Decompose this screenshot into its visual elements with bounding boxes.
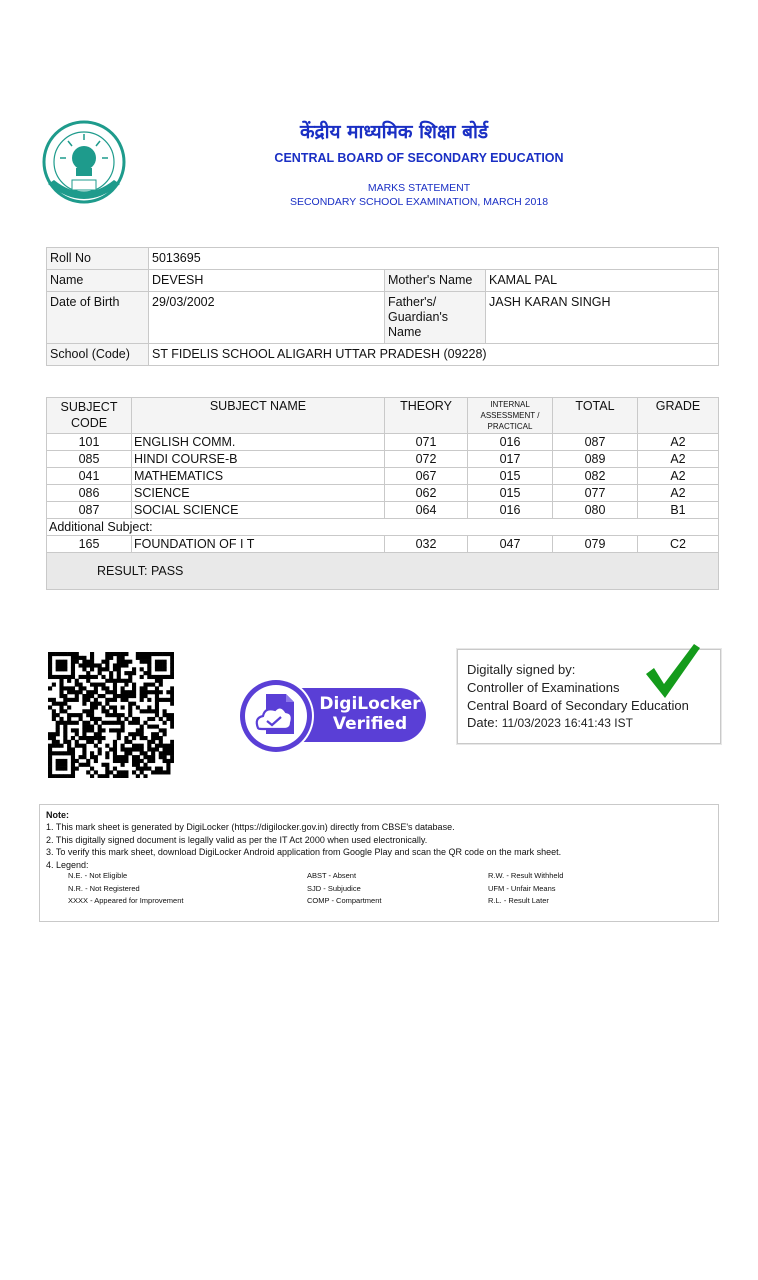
grade: B1	[638, 502, 719, 519]
subject-code: 041	[47, 468, 132, 485]
total-marks: 089	[553, 451, 638, 468]
father-name-label: Father's/ Guardian's Name	[385, 292, 486, 344]
total-marks: 077	[553, 485, 638, 502]
total-marks: 087	[553, 434, 638, 451]
internal-marks: 047	[468, 536, 553, 553]
name-value: DEVESH	[149, 270, 385, 292]
internal-marks: 017	[468, 451, 553, 468]
dob-value: 29/03/2002	[149, 292, 385, 344]
subject-name: HINDI COURSE-B	[132, 451, 385, 468]
name-label: Name	[47, 270, 149, 292]
student-info-table	[46, 247, 719, 366]
roll-no-value: 5013695	[149, 248, 719, 270]
marks-table	[46, 397, 719, 590]
subject-code: 165	[47, 536, 132, 553]
grade: C2	[638, 536, 719, 553]
table-row	[47, 485, 719, 502]
table-row	[47, 434, 719, 451]
signed-by-label: Digitally signed by:	[467, 662, 576, 677]
table-row	[47, 451, 719, 468]
additional-subject-label: Additional Subject:	[47, 519, 719, 536]
grade: A2	[638, 485, 719, 502]
digilocker-title: DigiLocker	[319, 694, 421, 714]
school-value: ST FIDELIS SCHOOL ALIGARH UTTAR PRADESH (09228)	[149, 344, 719, 366]
grade: A2	[638, 434, 719, 451]
board-name-hindi: केंद्रीय माध्यमिक शिक्षा बोर्ड	[299, 121, 489, 143]
theory-marks: 072	[385, 451, 468, 468]
father-name-value: JASH KARAN SINGH	[486, 292, 719, 344]
col-total: TOTAL	[553, 398, 638, 434]
subject-name: SCIENCE	[132, 485, 385, 502]
internal-marks: 016	[468, 434, 553, 451]
board-name-english: CENTRAL BOARD OF SECONDARY EDUCATION	[274, 151, 564, 165]
exam-title: SECONDARY SCHOOL EXAMINATION, MARCH 2018	[289, 196, 549, 208]
qr-code-icon	[48, 652, 174, 778]
subject-code: 086	[47, 485, 132, 502]
theory-marks: 062	[385, 485, 468, 502]
subject-code: 101	[47, 434, 132, 451]
note-item: 4. Legend:	[46, 859, 89, 870]
subject-name: FOUNDATION OF I T	[132, 536, 385, 553]
col-internal-assessment: INTERNAL ASSESSMENT / PRACTICAL	[468, 398, 553, 434]
statement-title: MARKS STATEMENT	[367, 182, 471, 194]
checkmark-icon	[642, 644, 702, 702]
grade: A2	[638, 468, 719, 485]
mother-name-label: Mother's Name	[385, 270, 486, 292]
theory-marks: 032	[385, 536, 468, 553]
table-row	[47, 536, 719, 553]
signer-title: Controller of Examinations	[467, 680, 620, 695]
theory-marks: 071	[385, 434, 468, 451]
col-grade: GRADE	[638, 398, 719, 434]
subject-name: ENGLISH COMM.	[132, 434, 385, 451]
legend-column: N.E. - Not Eligible N.R. - Not Registered XXXX - Appeared for Improvement	[68, 871, 184, 905]
note-title: Note:	[46, 810, 69, 820]
digilocker-verified-text: Verified	[332, 714, 408, 734]
internal-marks: 015	[468, 468, 553, 485]
legend-column: R.W. - Result Withheld UFM - Unfair Means R.L. - Result Later	[488, 871, 564, 905]
note-section	[39, 804, 719, 922]
total-marks: 082	[553, 468, 638, 485]
signer-organization: Central Board of Secondary Education	[467, 698, 689, 713]
internal-marks: 016	[468, 502, 553, 519]
note-item: 1. This mark sheet is generated by DigiLocker (https://digilocker.gov.in) directly from CBSE's database.	[46, 822, 455, 833]
table-row	[47, 502, 719, 519]
theory-marks: 064	[385, 502, 468, 519]
col-theory: THEORY	[385, 398, 468, 434]
internal-marks: 015	[468, 485, 553, 502]
subject-code: 085	[47, 451, 132, 468]
result-status: RESULT: PASS	[47, 553, 719, 590]
dob-label: Date of Birth	[47, 292, 149, 344]
signature-date: Date: 11/03/2023 16:41:43 IST	[467, 715, 633, 730]
mother-name-value: KAMAL PAL	[486, 270, 719, 292]
school-label: School (Code)	[47, 344, 149, 366]
note-item: 3. To verify this mark sheet, download DigiLocker Android application from Google Play and scan the QR code on the mark sheet.	[46, 847, 562, 858]
legend-column: ABST - Absent SJD - Subjudice COMP - Compartment	[307, 871, 382, 905]
theory-marks: 067	[385, 468, 468, 485]
grade: A2	[638, 451, 719, 468]
digital-signature-box	[457, 649, 721, 744]
subject-name: SOCIAL SCIENCE	[132, 502, 385, 519]
col-subject-code: SUBJECT CODE	[47, 398, 132, 434]
subject-code: 087	[47, 502, 132, 519]
col-subject-name: SUBJECT NAME	[132, 398, 385, 434]
roll-no-label: Roll No	[47, 248, 149, 270]
total-marks: 080	[553, 502, 638, 519]
table-row	[47, 468, 719, 485]
total-marks: 079	[553, 536, 638, 553]
subject-name: MATHEMATICS	[132, 468, 385, 485]
note-item: 2. This digitally signed document is legally valid as per the IT Act 2000 when used electronically.	[46, 834, 428, 845]
digilocker-verified-badge	[236, 676, 428, 756]
